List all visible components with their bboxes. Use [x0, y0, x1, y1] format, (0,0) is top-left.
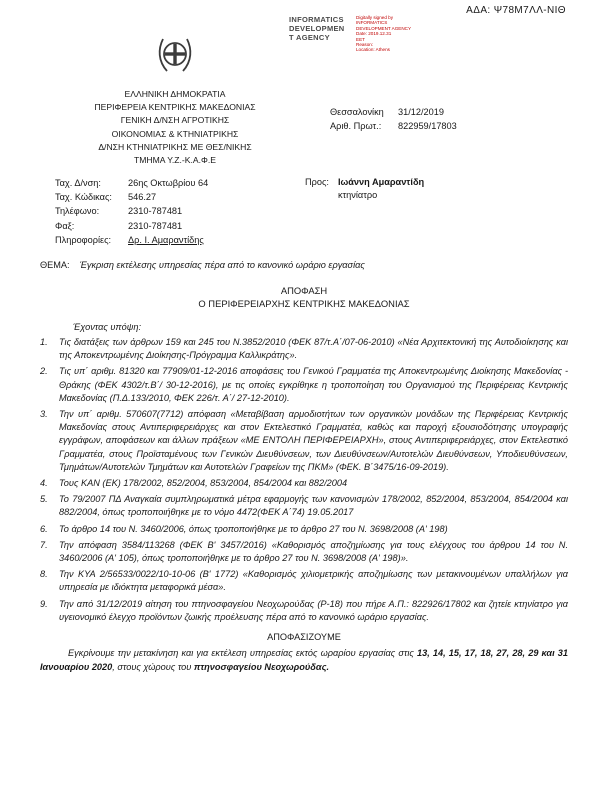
contact-row [55, 219, 208, 233]
list-item-number: 3. [40, 409, 48, 420]
list-item-text: Την απόφαση 3584/113268 (ΦΕΚ Β' 3457/2016) «Καθορισμός αποζημίωσης για τους ελέγχους του άρθρου 14 του Ν. 3460/2006 (Α' 105), όπως τροποποιήθηκε με το άρθρο 27 του Ν. 3698/2008 (Α' 198)». [59, 539, 568, 564]
org-line: Δ/ΝΣΗ ΚΤΗΝΙΑΤΡΙΚΗΣ ΜΕ ΘΕΣ/ΝΙΚΗΣ [98, 141, 252, 152]
resolution-heading: ΑΠΟΦΑΣΙΖΟΥΜΕ [267, 632, 341, 643]
resolution-paragraph [40, 647, 568, 674]
subject-line [40, 260, 568, 270]
recipient-name: Ιωάννη Αμαραντίδη [337, 177, 425, 187]
recipient-role: κτηνίατρο [337, 190, 378, 200]
contact-row [55, 204, 208, 218]
place-label: Θεσσαλονίκη [330, 107, 384, 117]
digital-signature-stamp [289, 15, 434, 53]
contact-label: Ταχ. Δ/νση: [55, 178, 101, 188]
protocol-number: 822959/17803 [398, 120, 457, 131]
signature-detail-line: EET [356, 36, 365, 42]
signature-agency-line: T AGENCY [289, 33, 330, 42]
contact-value: 26ης Οκτωβρίου 64 [128, 178, 209, 188]
list-item-number: 8. [40, 569, 48, 580]
subject-text: Έγκριση εκτέλεσης υπηρεσίας πέρα από το κανονικό ωράριο εργασίας [79, 260, 365, 270]
contact-value: 2310-787481 [128, 220, 183, 231]
list-item [40, 493, 568, 519]
resolution-place: πτηνοσφαγείου Νεοχωρούδας. [193, 661, 330, 672]
resolution-dates: 13, 14, 15, 17, 18, 27, 28, 29 και 31 Ιανουαρίου 2020 [40, 648, 568, 672]
contact-row [55, 190, 208, 204]
list-item-number: 2. [40, 366, 48, 377]
signature-detail-line: Reason: [356, 42, 374, 48]
recipient-block [305, 176, 424, 202]
contact-label: Ταχ. Κώδικας: [55, 192, 112, 203]
signature-agency-name [289, 15, 351, 53]
list-item-number: 6. [40, 523, 48, 534]
list-item-number: 9. [40, 598, 48, 609]
signature-detail-line: INFORMATICS [356, 20, 388, 26]
list-item-text: Την ΚΥΑ 2/56533/0022/10-10-06 (Β' 1772) «Καθορισμός χιλιομετρικής αποζημίωσης των μετακινουμένων υπαλλήλων για υπηρεσία με ιδιόκτητα μεταφορικά μέσα». [59, 569, 568, 593]
org-line: ΟΙΚΟΝΟΜΙΑΣ & ΚΤΗΝΙΑΤΡΙΚΗΣ [111, 128, 239, 139]
resolution-text: Εγκρίνουμε την μετακίνηση και για εκτέλεση υπηρεσίας εκτός ωραρίου εργασίας στις [68, 648, 417, 659]
list-item [40, 539, 568, 565]
signature-agency-line: DEVELOPMEN [289, 24, 345, 33]
protocol-row [330, 120, 457, 134]
subject-label: ΘΕΜΑ: [40, 260, 70, 270]
decision-title: ΑΠΟΦΑΣΗ [280, 285, 328, 296]
contact-label: Πληροφορίες: [55, 234, 112, 245]
signature-detail-line: Location: Athens [356, 47, 390, 53]
org-line: ΓΕΝΙΚΗ Δ/ΝΣΗ ΑΓΡΟΤΙΚΗΣ [120, 115, 230, 126]
list-item-text: Τους ΚΑΝ (ΕΚ) 178/2002, 852/2004, 853/2004, 854/2004 και 882/2004 [59, 478, 348, 489]
contact-label: Φαξ: [55, 220, 75, 231]
list-item [40, 408, 568, 474]
list-item [40, 336, 568, 362]
signature-details [356, 15, 434, 53]
list-item-number: 1. [40, 337, 48, 347]
list-item [40, 598, 568, 624]
considerations-list [40, 336, 568, 624]
list-item-text: Την υπ΄ αριθμ. 570607(7712) απόφαση «Μεταβίβαση αρμοδιοτήτων των οργανικών μονάδων της Περιφέρειας Κεντρικής Μακεδονίας στους Αντιπεριφερειάρχες και στον Εκτελεστικό Γραμματέα, καθώς και παροχή εξουσιοδότησης υπογραφής εγγράφων, αποφάσεων και άλλων πράξεων «ΜΕ ΕΝΤΟΛΗ ΠΕΡΙΦΕΡΕΙΑΡΧΗ», στους Αντιπεριφερειάρχες, στον Εκτελεστικό Γραμματέα, στους Προϊσταμένους των Γενικών Διευθύνσεων, των Διευθύνσεων/Αυτοτελών Διευθύνσεων, Υποδιευθύνσεων, Τμημάτων/Αυτοτελών Τμημάτων και Αυτοτελών Γραφείων της ΠΚΜ» (ΦΕΚ. Β΄3475/16-09-2019). [59, 409, 568, 472]
greek-coat-of-arms-logo [155, 34, 195, 78]
contact-row [55, 176, 208, 190]
contact-value: Δρ. Ι. Αμαραντίδης [128, 234, 204, 245]
resolution-text: , στους χώρους του [112, 661, 194, 672]
signature-agency-line: INFORMATICS [289, 15, 344, 24]
list-item [40, 523, 568, 536]
recipient-details [338, 176, 424, 202]
recipient-label: Προς: [305, 177, 329, 187]
list-item-text: Τις διατάξεις των άρθρων 159 και 245 του Ν.3852/2010 (ΦΕΚ 87/τ.Α΄/07-06-2010) «Νέα Αρχιτεκτονική της Αυτοδιοίκησης και της Αποκεντρωμένης Διοίκησης-Πρόγραμμα Καλλικράτης». [59, 337, 568, 361]
list-item [40, 568, 568, 594]
list-item-number: 7. [40, 539, 48, 550]
list-item-number: 5. [40, 494, 48, 505]
org-line: ΠΕΡΙΦΕΡΕΙΑ ΚΕΝΤΡΙΚΗΣ ΜΑΚΕΔΟΝΙΑΣ [94, 102, 256, 113]
contact-value: 2310-787481 [128, 206, 183, 217]
contact-block [55, 176, 208, 247]
list-item-number: 4. [40, 478, 48, 489]
list-item [40, 365, 568, 405]
signature-detail-line: Digitally signed by [356, 15, 394, 20]
contact-row [55, 233, 208, 247]
list-item [40, 477, 568, 490]
signature-detail-line: Date: 2019.12.31 [356, 31, 392, 37]
list-item-text: Τις υπ΄ αριθμ. 81320 και 77909/01-12-2016 αποφάσεις του Γενικού Γραμματέα της Αποκεντρωμένης Διοίκησης Μακεδονίας - Θράκης (ΦΕΚ 4302/τ.Β΄/ 30-12-2016), με τις οποίες εγκρίθηκε η τροποποίηση του Οργανισμού της Περιφέρειας Κεντρικής Μακεδονίας (Π.Δ.133/2010, ΦΕΚ 226/τ. Α΄/ 27-12-2010). [59, 366, 568, 403]
contact-label: Τηλέφωνο: [55, 206, 100, 217]
list-item-text: Το 79/2007 ΠΔ Αναγκαία συμπληρωματικά μέτρα εφαρμογής των κανονισμών 178/2002, 852/2004, 853/2004, 854/2004 και 882/2004, όπως τροποποιήθηκε με το νόμο 4472(ΦΕΚ Α΄74) 19.05.2017 [59, 494, 568, 518]
decision-issuer: Ο ΠΕΡΙΦΕΡΕΙΑΡΧΗΣ ΚΕΝΤΡΙΚΗΣ ΜΑΚΕΔΟΝΙΑΣ [198, 298, 410, 309]
list-item-text: Το άρθρο 14 του Ν. 3460/2006, όπως τροποποιήθηκε με το άρθρο 27 του Ν. 3698/2008 (Α' 198) [59, 523, 448, 534]
document-date: 31/12/2019 [398, 107, 444, 117]
preamble-text: Έχοντας υπόψη: [73, 322, 142, 332]
place-date-row [330, 106, 457, 120]
org-line: ΕΛΛΗΝΙΚΗ ΔΗΜΟΚΡΑΤΙΑ [124, 89, 226, 99]
contact-value: 546.27 [128, 192, 157, 203]
protocol-label: Αριθ. Πρωτ.: [330, 120, 382, 131]
date-protocol-block [330, 106, 457, 133]
org-line: ΤΜΗΜΑ Υ.Ζ.-Κ.Α.Φ.Ε [134, 155, 216, 166]
signature-detail-line: DEVELOPMENT AGENCY [356, 25, 412, 31]
document-body [40, 260, 568, 674]
ada-number: ΑΔΑ: Ψ78Μ7ΛΛ-ΝΙΘ [466, 5, 566, 16]
list-item-text: Την από 31/12/2019 αίτηση του πτηνοσφαγείου Νεοχωρούδας (Ρ-18) που πήρε Α.Π.: 822926/17802 και ζητείε κτηνίατρο για υγειονομικό έλεγχο προϊόντων ζωικής προέλευσης πέρα από το κανονικό ωράριο εργασίας. [59, 598, 568, 622]
organisation-header [30, 88, 320, 167]
